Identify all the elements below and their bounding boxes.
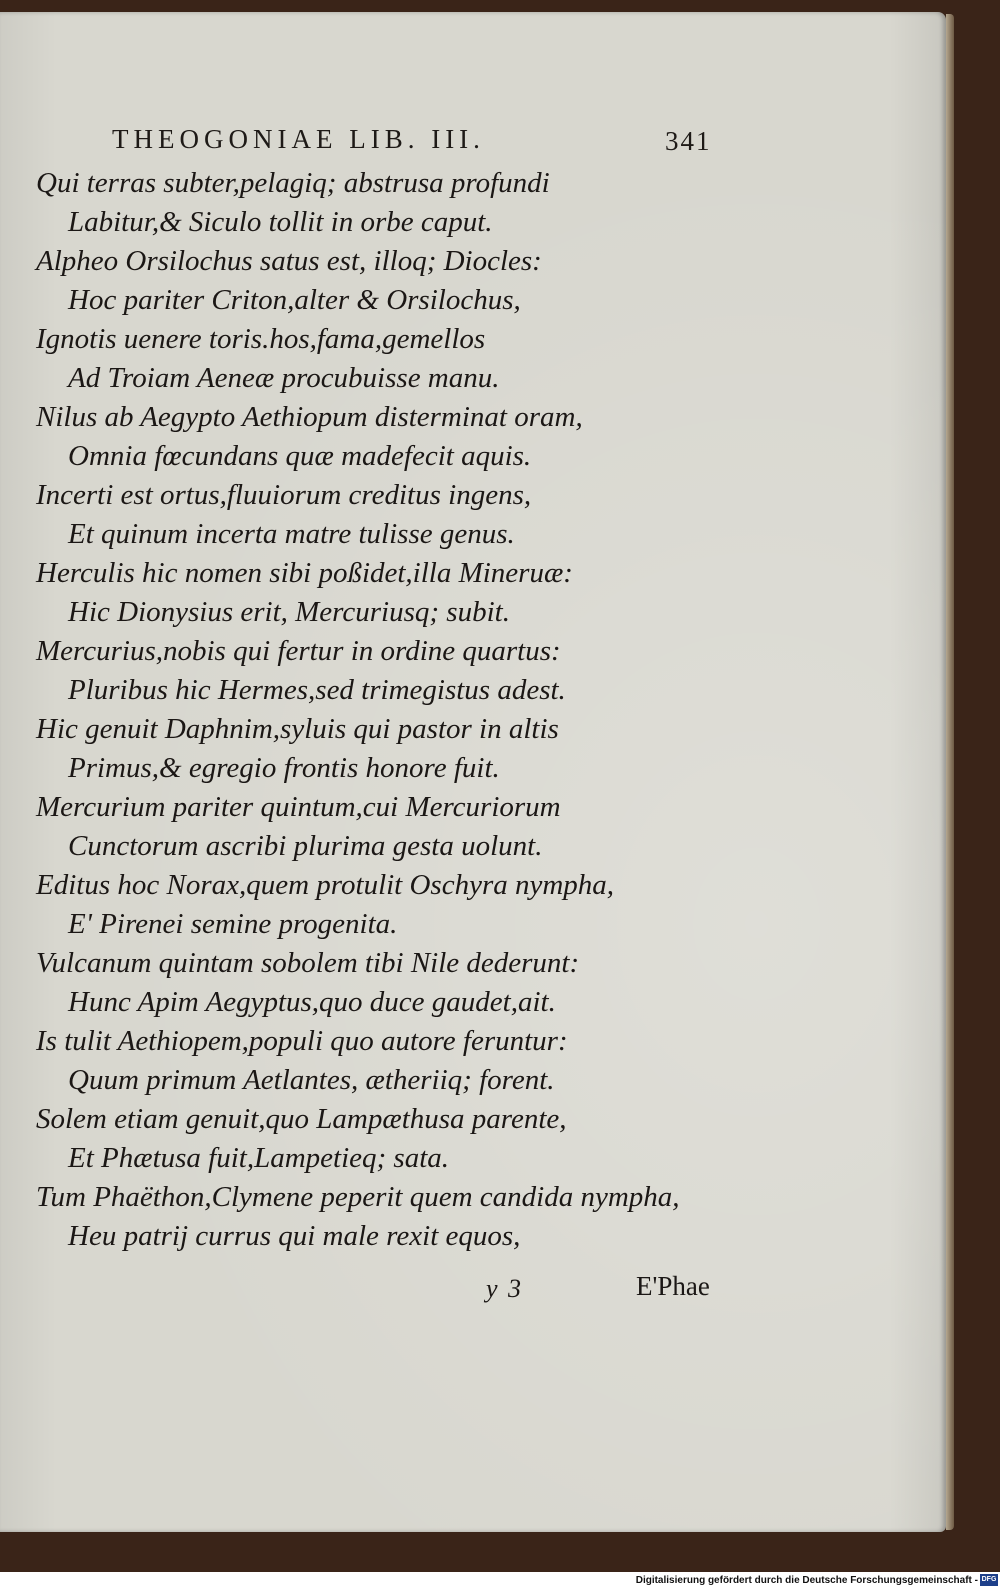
verse-line: Et Phætusa fuit,Lampetieq; sata. bbox=[68, 1142, 450, 1174]
verse-line: Hunc Apim Aegyptus,quo duce gaudet,ait. bbox=[68, 986, 556, 1018]
verse-line: Is tulit Aethiopem,populi quo autore feruntur: bbox=[36, 1025, 568, 1057]
verse-line: Ad Troiam Aeneæ procubuisse manu. bbox=[68, 362, 500, 394]
verse-line: Hic Dionysius erit, Mercuriusq; subit. bbox=[68, 596, 510, 628]
signature-mark: y 3 bbox=[486, 1274, 524, 1303]
verse-line: Ignotis uenere toris.hos,fama,gemellos bbox=[36, 323, 486, 355]
dfg-logo: DFG bbox=[980, 1574, 998, 1586]
page-edge bbox=[946, 14, 954, 1530]
verse-line: Mercurium pariter quintum,cui Mercuriorum bbox=[36, 791, 561, 823]
verse-line: Tum Phaëthon,Clymene peperit quem candida nympha, bbox=[36, 1181, 680, 1213]
verse-line: Editus hoc Norax,quem protulit Oschyra nympha, bbox=[36, 869, 615, 901]
verse-line: Qui terras subter,pelagiq; abstrusa profundi bbox=[36, 167, 550, 199]
verse-line: Hic genuit Daphnim,syluis qui pastor in altis bbox=[36, 713, 559, 745]
verse-line: Vulcanum quintam sobolem tibi Nile dederunt: bbox=[36, 947, 580, 979]
catchword: E'Phae bbox=[636, 1271, 710, 1301]
verse-line: Alpheo Orsilochus satus est, illoq; Diocles: bbox=[36, 245, 542, 277]
verse-line: Herculis hic nomen sibi poßidet,illa Mineruæ: bbox=[36, 557, 573, 589]
verse-line: Et quinum incerta matre tulisse genus. bbox=[68, 518, 515, 550]
verse-line: Heu patrij currus qui male rexit equos, bbox=[68, 1220, 521, 1252]
verse-line: E' Pirenei semine progenita. bbox=[68, 908, 398, 940]
verse-line: Pluribus hic Hermes,sed trimegistus adest. bbox=[68, 674, 566, 706]
verse-line: Mercurius,nobis qui fertur in ordine quartus: bbox=[36, 635, 561, 667]
poem-text bbox=[0, 164, 946, 1256]
running-title: THEOGONIAE LIB. III. bbox=[112, 124, 485, 154]
verse-line: Cunctorum ascribi plurima gesta uolunt. bbox=[68, 830, 543, 862]
verse-line: Hoc pariter Criton,alter & Orsilochus, bbox=[68, 284, 521, 316]
verse-line: Quum primum Aetlantes, ætheriiq; forent. bbox=[68, 1064, 555, 1096]
digitization-credit: Digitalisierung gefördert durch die Deutsche Forschungsgemeinschaft - bbox=[635, 1575, 978, 1586]
verse-line: Omnia fœcundans quæ madefecit aquis. bbox=[68, 440, 532, 472]
page-number: 341 bbox=[665, 126, 712, 156]
verse-line: Incerti est ortus,fluuiorum creditus ingens, bbox=[36, 479, 532, 511]
verse-line: Solem etiam genuit,quo Lampæthusa parente, bbox=[36, 1103, 567, 1135]
verse-line: Nilus ab Aegypto Aethiopum disterminat oram, bbox=[36, 401, 583, 433]
verse-line: Labitur,& Siculo tollit in orbe caput. bbox=[68, 206, 493, 238]
verse-line: Primus,& egregio frontis honore fuit. bbox=[68, 752, 500, 784]
